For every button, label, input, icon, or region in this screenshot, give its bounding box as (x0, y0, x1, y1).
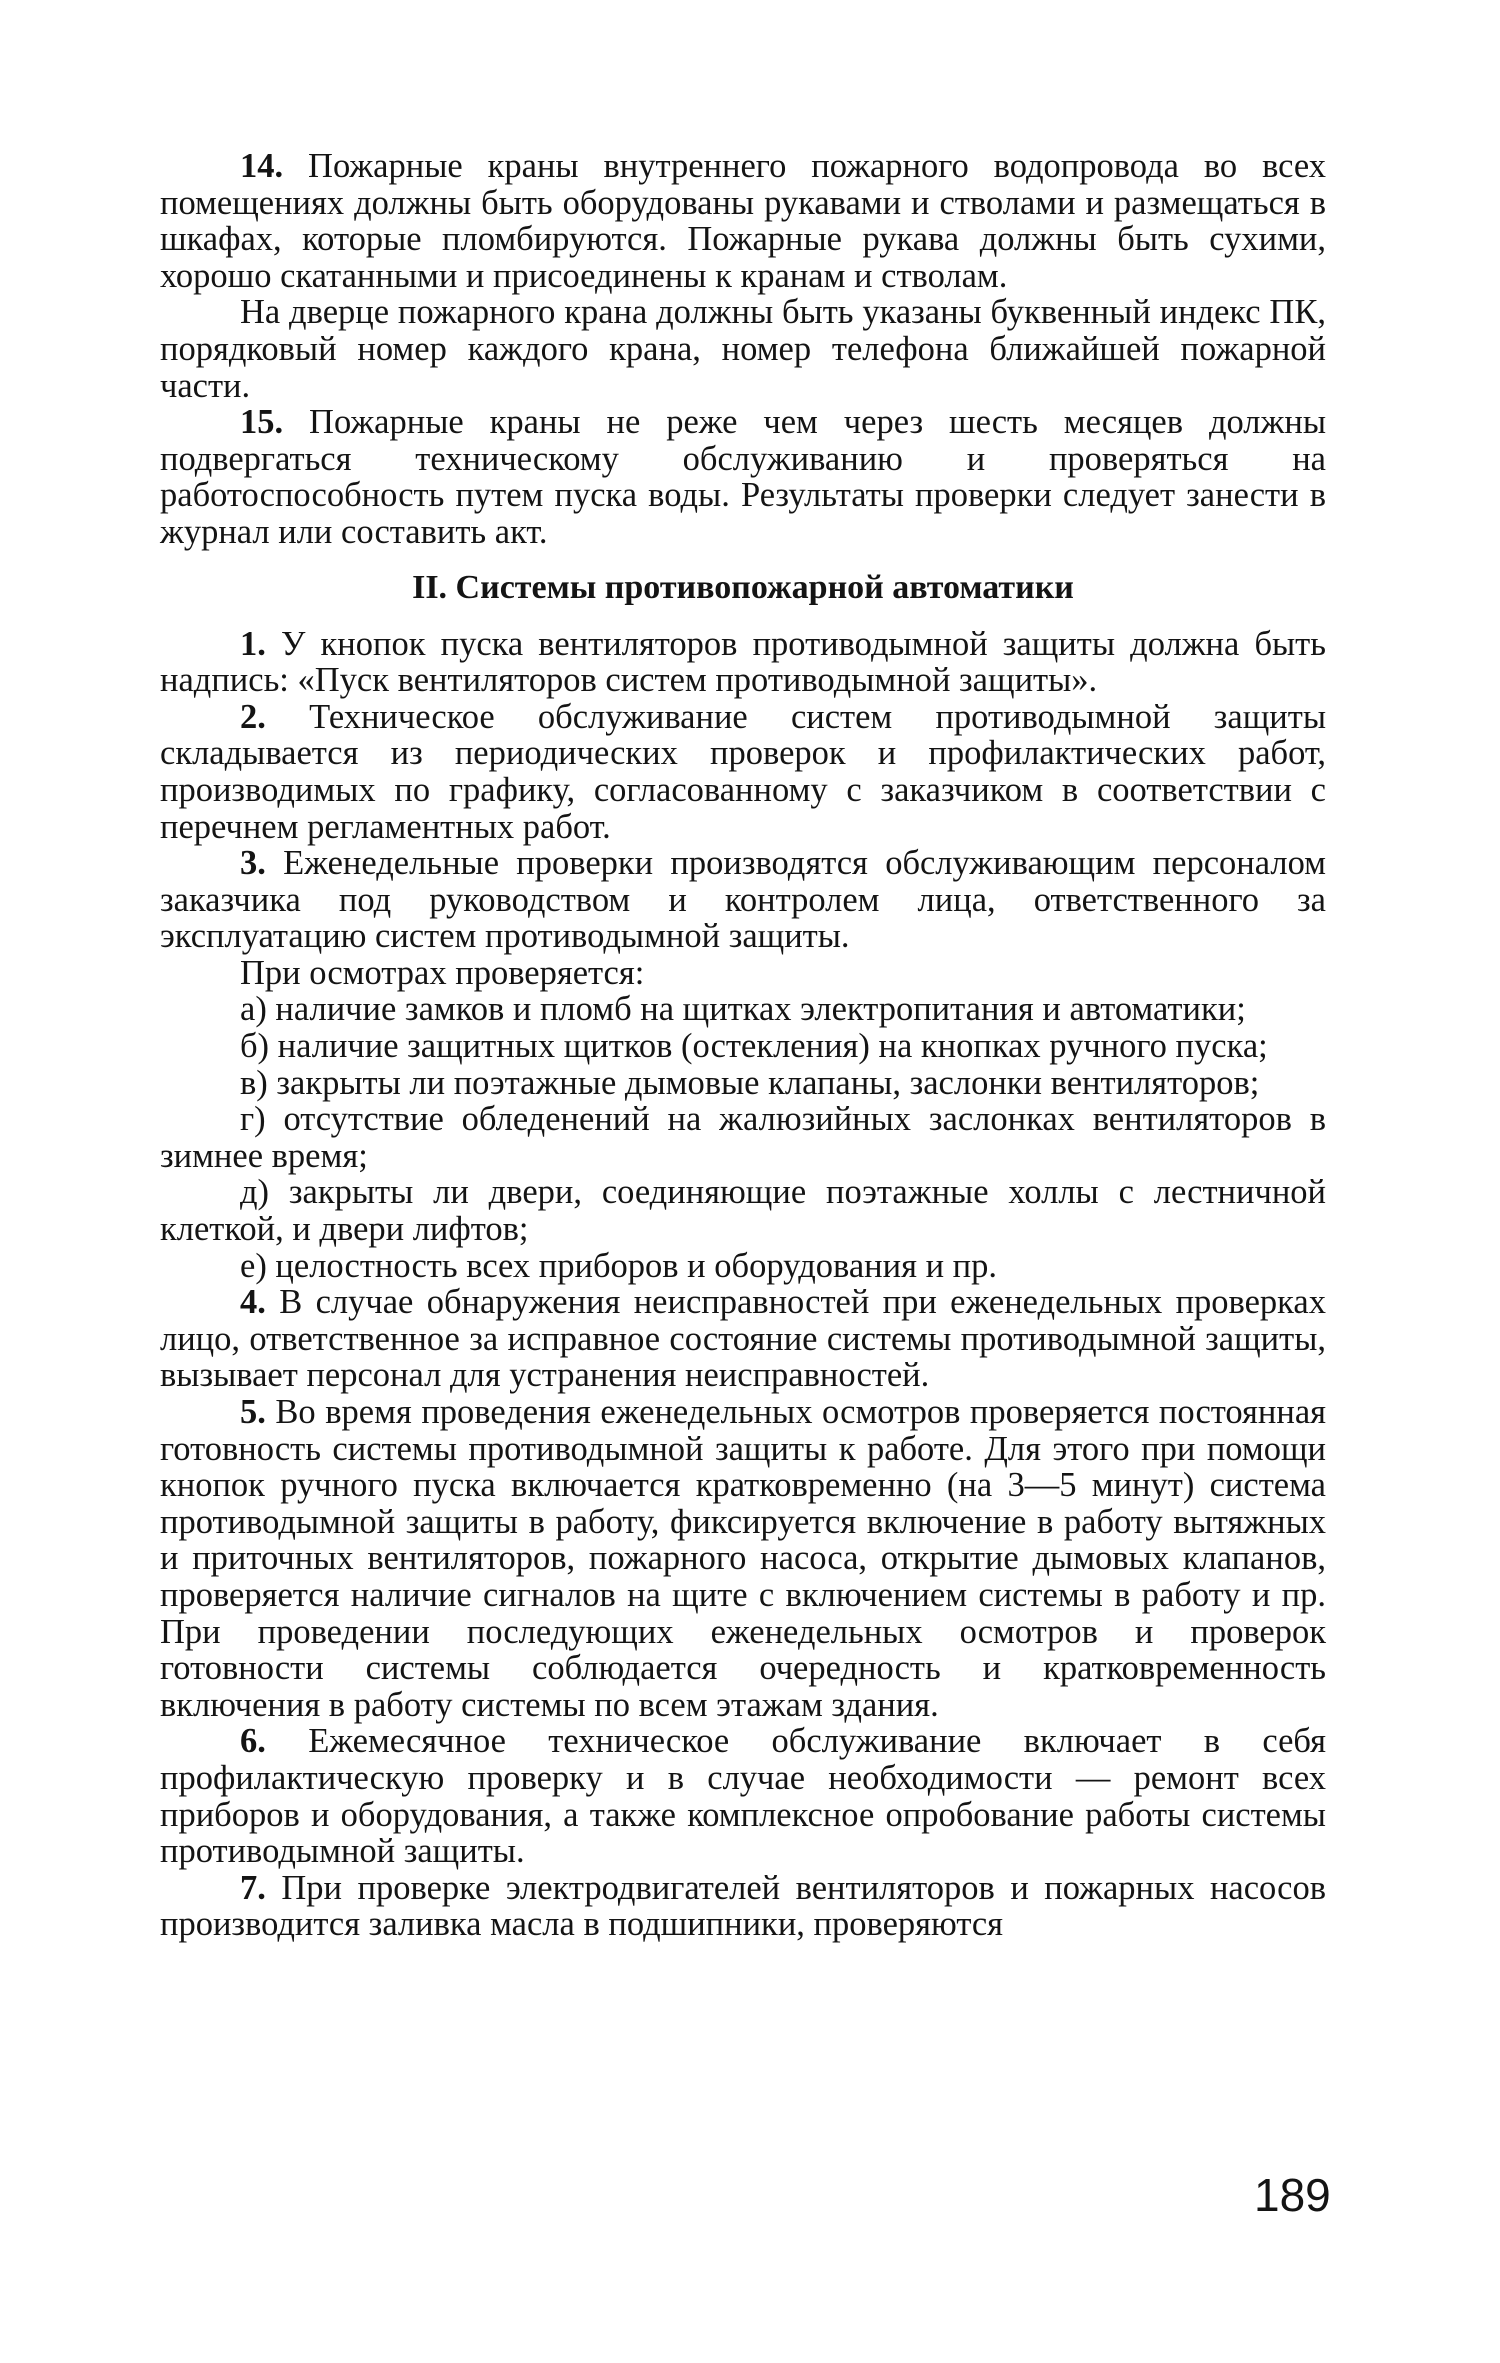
paragraph-5: 5. Во время проведения еженедельных осмотров проверяется постоянная готовность системы противодымной защиты к работе. Для этого при помощи кнопок ручного пуска включается кратковременно (на 3—5 минут) система противодымной защиты в работу, фиксируется включение в работу вытяжных и приточных вентиляторов, пожарного насоса, открытие дымовых клапанов, проверяется наличие сигналов на щите с включением системы в работу и пр. При проведении последующих еженедельных осмотров и проверок готовности системы соблюдается очередность и кратковременность включения в работу системы по всем этажам здания. (160, 1393, 1326, 1724)
list-item-v: в) закрыты ли поэтажные дымовые клапаны, заслонки вентиляторов; (240, 1063, 1260, 1102)
paragraph-2: 2. Техническое обслуживание систем противодымной защиты складывается из периодических проверок и профилактических работ, производимых по графику, согласованному с заказчиком в соответствии с перечнем регламентных работ. (160, 697, 1326, 846)
page-text (160, 148, 1326, 1943)
list-item-e: е) целостность всех приборов и оборудования и пр. (240, 1246, 997, 1285)
section-heading: II. Системы противопожарной автоматики (412, 568, 1074, 606)
paragraph-15: 15. Пожарные краны не реже чем через шесть месяцев должны подвергаться техническому обслуживанию и проверяться на работоспособность путем пуска воды. Результаты проверки следует занести в журнал или составить акт. (160, 403, 1326, 551)
list-item-b: б) наличие защитных щитков (остекления) на кнопках ручного пуска; (240, 1027, 1268, 1066)
paragraph-7: 7. При проверке электродвигателей вентиляторов и пожарных насосов производится заливка масла в подшипники, проверяются (160, 1868, 1326, 1944)
paragraph-4: 4. В случае обнаружения неисправностей при еженедельных проверках лицо, ответственное за исправное состояние системы противодымной защиты, вызывает персонал для устранения неисправностей. (160, 1283, 1326, 1395)
paragraph-1: 1. У кнопок пуска вентиляторов противодымной защиты должна быть надпись: «Пуск вентиляторов систем противодымной защиты». (160, 624, 1326, 700)
list-item-g: г) отсутствие обледенений на жалюзийных заслонках вентиляторов в зимнее время; (160, 1100, 1326, 1175)
page-number: 189 (1254, 2169, 1331, 2221)
list-item-d: д) закрыты ли двери, соединяющие поэтажные холлы с лестничной клеткой, и двери лифтов; (160, 1173, 1326, 1249)
list-item-a: а) наличие замков и пломб на щитках электропитания и автоматики; (240, 990, 1246, 1029)
paragraph-door-label: На дверце пожарного крана должны быть указаны буквенный индекс ПК, порядковый номер каждого крана, номер телефона ближайшей пожарной части. (160, 293, 1326, 405)
paragraph-14: 14. Пожарные краны внутреннего пожарного водопровода во всех помещениях должны быть оборудованы рукавами и стволами и размещаться в шкафах, которые пломбируются. Пожарные рукава должны быть сухими, хорошо скатанными и присоединены к кранам и стволам. (160, 147, 1326, 295)
paragraph-inspection-intro: При осмотрах проверяется: (240, 953, 645, 992)
paragraph-3: 3. Еженедельные проверки производятся обслуживающим персоналом заказчика под руководством и контролем лица, ответственного за эксплуатацию систем противодымной защиты. (160, 844, 1326, 956)
paragraph-6: 6. Ежемесячное техническое обслуживание включает в себя профилактическую проверку и в случае необходимости — ремонт всех приборов и оборудования, а также комплексное опробование работы системы противодымной защиты. (160, 1722, 1326, 1871)
